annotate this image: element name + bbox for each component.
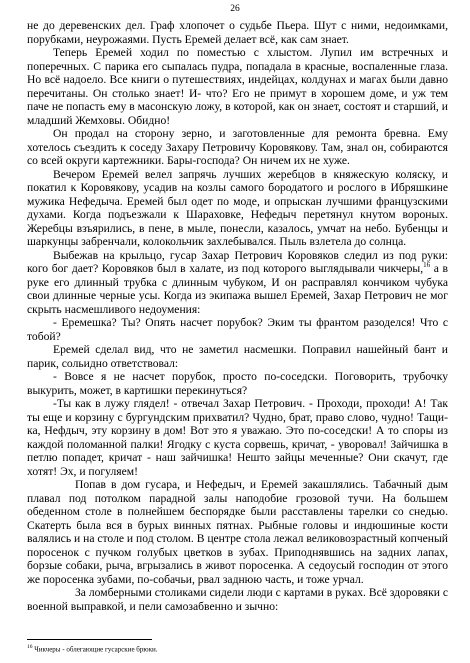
paragraph-text: Выбежав на крыльцо, гусар Захар Петрович Коровяков следил из под руки: кого бог дает? Коровяков был в халате, из под которого выглядывали чикчеры, xyxy=(27,248,448,275)
paragraph-1 xyxy=(27,19,448,46)
paragraph-text: -Ты как в лужу глядел! - отвечал Захар Петрович. - Проходи, проходи! А! Так ты еще и корзину с бургундским прихватил? Чудно, брат, право слово, чудно! Тащи-ка, Нефдыч, эту корзину в дом! Вот это я уважаю. Это по-соседски! А то споры из каждой поломанной палки! Ягодку с куста сорвешь, кричат, - уворовал! Зайчишка в петлю попадет, кричат - наш зайчишка! Нешто зайцы меченные? Они скачут, где хотят! Эх, и погуляем! xyxy=(27,397,448,478)
body-text xyxy=(27,19,448,613)
paragraph-11 xyxy=(27,586,448,613)
paragraph-5 xyxy=(27,249,448,317)
paragraph-text: Попав в дом гусара, и Нефедыч, и Еремей закашлялись. Табачный дым плавал под потолком парадной залы наподобие грозовой тучи. На большем обеденном столе в полнейшем беспорядке были расставлены тарелки со снедью. Скатерть была вся в бурых винных пятнах. Рыбные головы и индюшиные кости валялись и на столе и под столом. В центре стола лежал великовозрастный копченый поросенок с пучком голубых цветков в зубах. Приподнявшись на задних лапах, борзые собаки, рыча, вгрызались в живот поросенка. А седоусый господин от этого же поросенка зубами, по-собачьи, рвал заднюю часть, и тоже урчал. xyxy=(27,478,448,586)
paragraph-9 xyxy=(27,397,448,478)
paragraph-text: - Вовсе я не насчет порубок, просто по-соседски. Поговорить, трубочку выкурить, может, в картишки перекинуться? xyxy=(27,370,448,397)
paragraph-text: За ломберными столиками сидели люди с картами в руках. Всё здоровяки с военной выправкой, и пели самозабвенно и зычно: xyxy=(27,586,448,613)
paragraph-text: Теперь Еремей ходил по поместью с хлыстом. Лупил им встречных и поперечных. С парика его сыпалась пудра, попадала в красные, воспаленные глаза. Но всё надоело. Все книги о путешествиях, индейцах, колдунах и магах были давно перечитаны. Он столько знает! И- что? Его не примут в хорошем доме, и уж тем паче не попасть ему в масонскую ложу, в которой, как он знает, состоят и старший, и младший Жемховы. Обидно! xyxy=(27,46,448,127)
footnote-marker: 16 xyxy=(423,261,431,270)
paragraph-6 xyxy=(27,316,448,343)
paragraph-text: Еремей сделал вид, что не заметил насмешки. Поправил нашейный бант и парик, сольидно ответствовал: xyxy=(27,343,448,370)
paragraph-8 xyxy=(27,370,448,397)
footnote-text: Чикчеры - облегающие гусарские брюки. xyxy=(32,645,158,654)
paragraph-7 xyxy=(27,343,448,370)
page-number: 26 xyxy=(230,4,240,14)
footnote-number: 16 xyxy=(27,644,33,650)
paragraph-text: Вечером Еремей велел запрячь лучших жеребцов в княжескую коляску, и покатил к Коровякову, усадив на козлы самого бородатого и рослого в Ибряшкине мужика Нефедыча. Еремей был одет по моде, и опрыскан лучшими французскими духами. Когда подъезжали к Шараховке, Нефедыч перетянул кнутом вороных. Жеребцы взъярились, в пене, в мыле, понесли, казалось, умчат на небо. Бубенцы и шаркунцы забренчали, колокольчик захлебывался. Пыль взлетела до солнца. xyxy=(27,167,448,248)
paragraph-text: - Еремешка? Ты? Опять насчет порубок? Эким ты франтом разоделся! Что с тобой? xyxy=(27,316,448,343)
paragraph-4 xyxy=(27,168,448,249)
paragraph-text: а в руке его длинный трубка с длинным чубуком, И он расправлял кончиком чубука свои длинные черные усы. Когда из экипажа вышел Еремей, Захар Петрович не мог скрыть насмешливого недоумения: xyxy=(27,262,448,316)
paragraph-3 xyxy=(27,127,448,168)
paragraph-2 xyxy=(27,46,448,127)
footnote xyxy=(27,643,448,654)
paragraph-10 xyxy=(27,478,448,586)
paragraph-text: не до деревенских дел. Граф хлопочет о судьбе Пьера. Шут с ними, недоимками, порубками, неурожаями. Пусть Еремей делает всё, как сам знает. xyxy=(27,19,448,46)
paragraph-text: Он продал на сторону зерно, и заготовленные для ремонта бревна. Ему хотелось съездить к соседу Захару Петровичу Коровякову. Там, знал он, собираются со всей округи картежники. Бары-господа? Он ничем их не хуже. xyxy=(27,127,448,167)
footnote-divider xyxy=(27,639,152,640)
